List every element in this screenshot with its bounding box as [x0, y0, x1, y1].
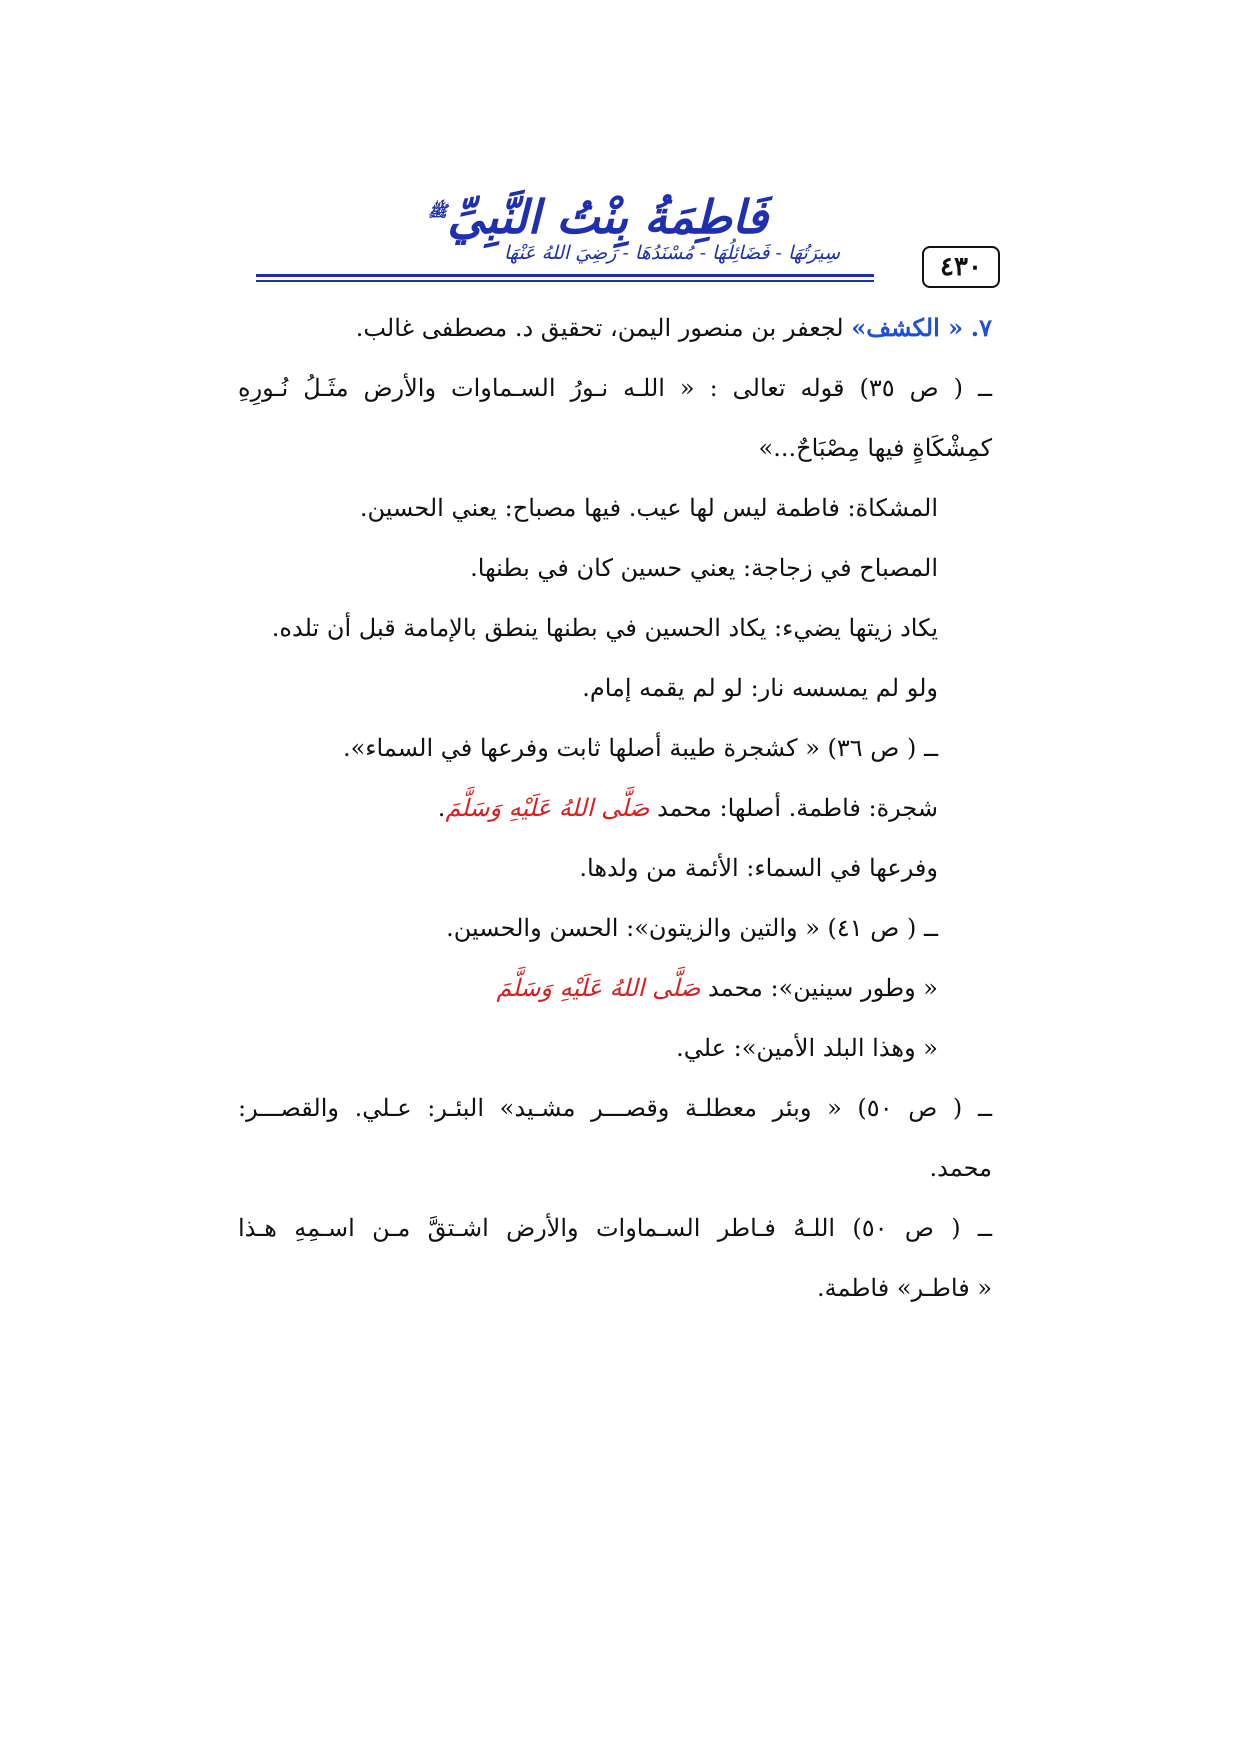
- page-number-box: [922, 246, 1000, 288]
- paragraph-line: ــ ( ص ٥٠) « وبئر معطلـة وقصـــر مشـيد» البئـر: عـلي. والقصـــر:: [238, 1094, 993, 1122]
- line-text: شجرة: فاطمة. أصلها: محمد: [657, 794, 938, 822]
- book-title: [428, 190, 768, 244]
- reference-book-title: « الكشف»: [851, 313, 964, 342]
- paragraph-line: « فاطـر» فاطمة.: [816, 1274, 992, 1302]
- paragraph-line: المشكاة: فاطمة ليس لها عيب. فيها مصباح: يعني الحسين.: [359, 494, 938, 522]
- paragraph-line-with-honorific: [238, 778, 992, 838]
- paragraph-line: يكاد زيتها يضيء: يكاد الحسين في بطنها ينطق بالإمامة قبل أن تلده.: [271, 614, 938, 642]
- honorific-phrase: صَلَّى اللهُ عَلَيْهِ وَسَلَّمَ: [496, 974, 701, 1002]
- paragraph-line: المصباح في زجاجة: يعني حسين كان في بطنها.: [470, 554, 938, 582]
- line-end: .: [437, 794, 446, 822]
- reference-line: [238, 298, 992, 358]
- paragraph-line: ــ ( ص ٣٦) « كشجرة طيبة أصلها ثابت وفرعها في السماء».: [342, 734, 938, 762]
- paragraph-line: وفرعها في السماء: الأئمة من ولدها.: [579, 854, 938, 882]
- reference-details: لجعفر بن منصور اليمن، تحقيق د. مصطفى غالب.: [355, 314, 844, 342]
- page-number: ٤٣٠: [940, 252, 982, 282]
- paragraph-line: ــ ( ص ٤١) « والتين والزيتون»: الحسن والحسين.: [446, 914, 938, 942]
- honorific-phrase: صَلَّى اللهُ عَلَيْهِ وَسَلَّمَ: [445, 794, 650, 822]
- paragraph-line: « وهذا البلد الأمين»: علي.: [676, 1034, 938, 1062]
- header-rule-thin: [256, 280, 874, 282]
- paragraph-line: ولو لم يمسسه نار: لو لم يقمه إمام.: [582, 674, 938, 702]
- paragraph-line: محمد.: [929, 1154, 992, 1182]
- book-title-text: فَاطِمَةُ بِنْتُ النَّبِيِّ: [447, 190, 768, 244]
- book-subtitle: سِيرَتُهَا - فَضَائِلُهَا - مُسْنَدُهَا - رَضِيَ اللهُ عَنْهَا: [504, 242, 840, 264]
- reference-number: ٧.: [970, 313, 992, 342]
- paragraph-line: كمِشْكَاةٍ فيها مِصْبَاحٌ...»: [758, 434, 992, 462]
- paragraph-line-with-honorific: [238, 958, 992, 1018]
- paragraph-line: ــ ( ص ٣٥) قوله تعالى : « اللـه نـورُ السـماوات والأرض مثَـلُ نُـورِهِ: [238, 374, 993, 402]
- line-text: « وطور سينين»: محمد: [708, 974, 938, 1002]
- paragraph-line: ــ ( ص ٥٠) اللـهُ فـاطر السـماوات والأرض اشـتقَّ مـن اسـمِهِ هـذا: [238, 1214, 992, 1242]
- page-body: [238, 298, 992, 1318]
- page-header: [240, 180, 1000, 280]
- title-honorific: ﷺ: [428, 201, 448, 221]
- header-rule-thick: [256, 274, 874, 277]
